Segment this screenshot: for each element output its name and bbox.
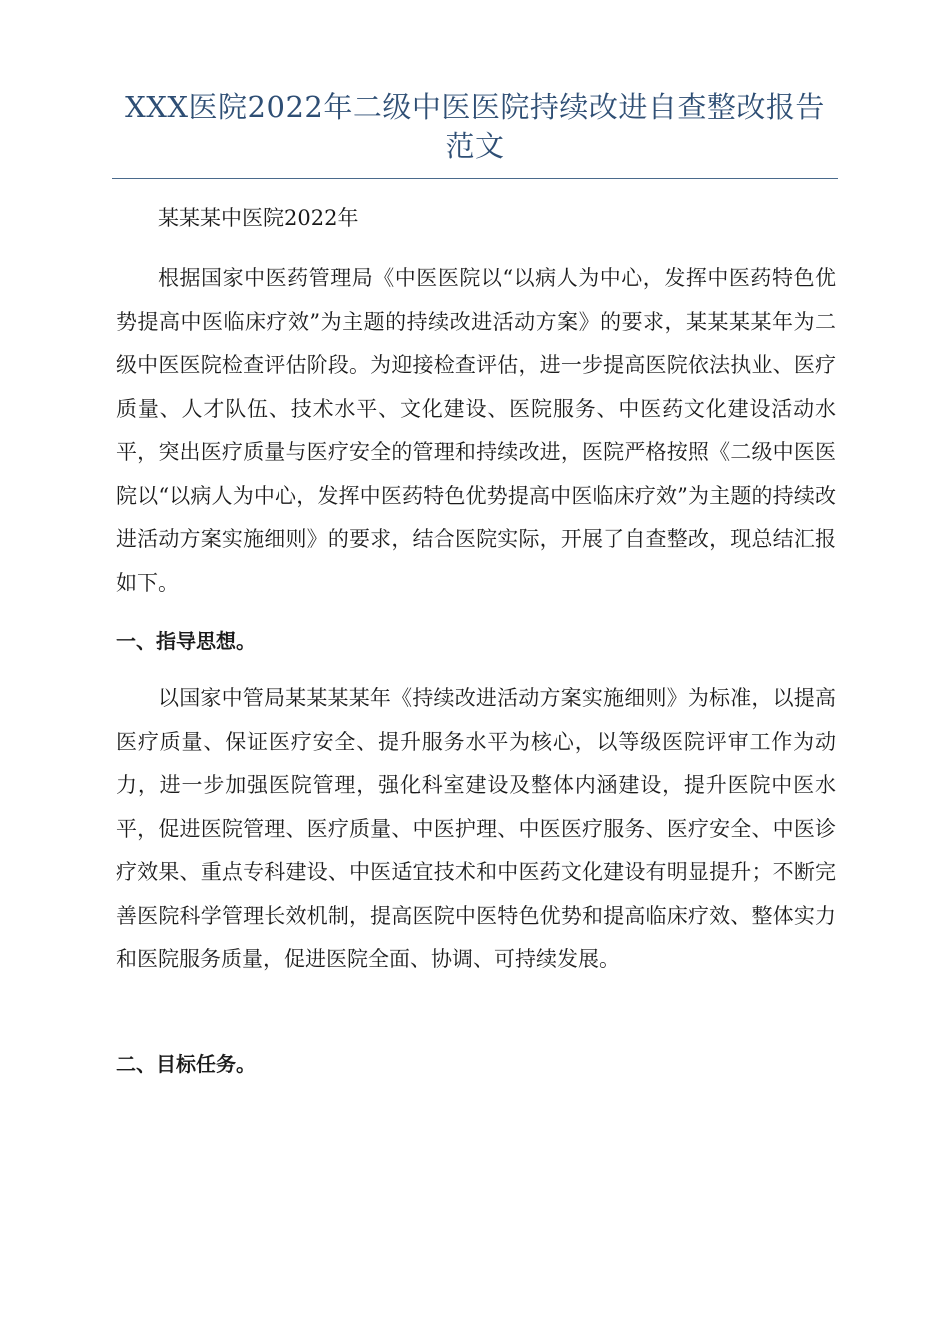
- document-title: XXX医院2022年二级中医医院持续改进自查整改报告范文: [125, 90, 825, 163]
- section-heading-goals-tasks: 二、目标任务。: [116, 1052, 256, 1076]
- hospital-year-line: 某某某中医院2022年: [158, 206, 359, 230]
- section-heading-guiding-ideology: 一、指导思想。: [116, 629, 256, 653]
- guiding-ideology-paragraph: 以国家中管局某某某某年《持续改进活动方案实施细则》为标准，以提高医疗质量、保证医疗安全、提升服务水平为核心，以等级医院评审工作为动力，进一步加强医院管理，强化科室建设及整体内涵建设，提升医院中医水平，促进医院管理、医疗质量、中医护理、中医医疗服务、医疗安全、中医诊疗效果、重点专科建设、中医适宜技术和中医药文化建设有明显提升；不断完善医院科学管理长效机制，提高医院中医特色优势和提高临床疗效、整体实力和医院服务质量，促进医院全面、协调、可持续发展。: [116, 686, 836, 971]
- intro-paragraph: 根据国家中医药管理局《中医医院以“以病人为中心，发挥中医药特色优势提高中医临床疗效”为主题的持续改进活动方案》的要求，某某某某年为二级中医医院检查评估阶段。为迎接检查评估，进一步提高医院依法执业、医疗质量、人才队伍、技术水平、文化建设、医院服务、中医药文化建设活动水平，突出医疗质量与医疗安全的管理和持续改进，医院严格按照《二级中医医院以“以病人为中心，发挥中医药特色优势提高中医临床疗效”为主题的持续改进活动方案实施细则》的要求，结合医院实际，开展了自查整改，现总结汇报如下。: [116, 266, 836, 595]
- title-divider: [112, 178, 838, 179]
